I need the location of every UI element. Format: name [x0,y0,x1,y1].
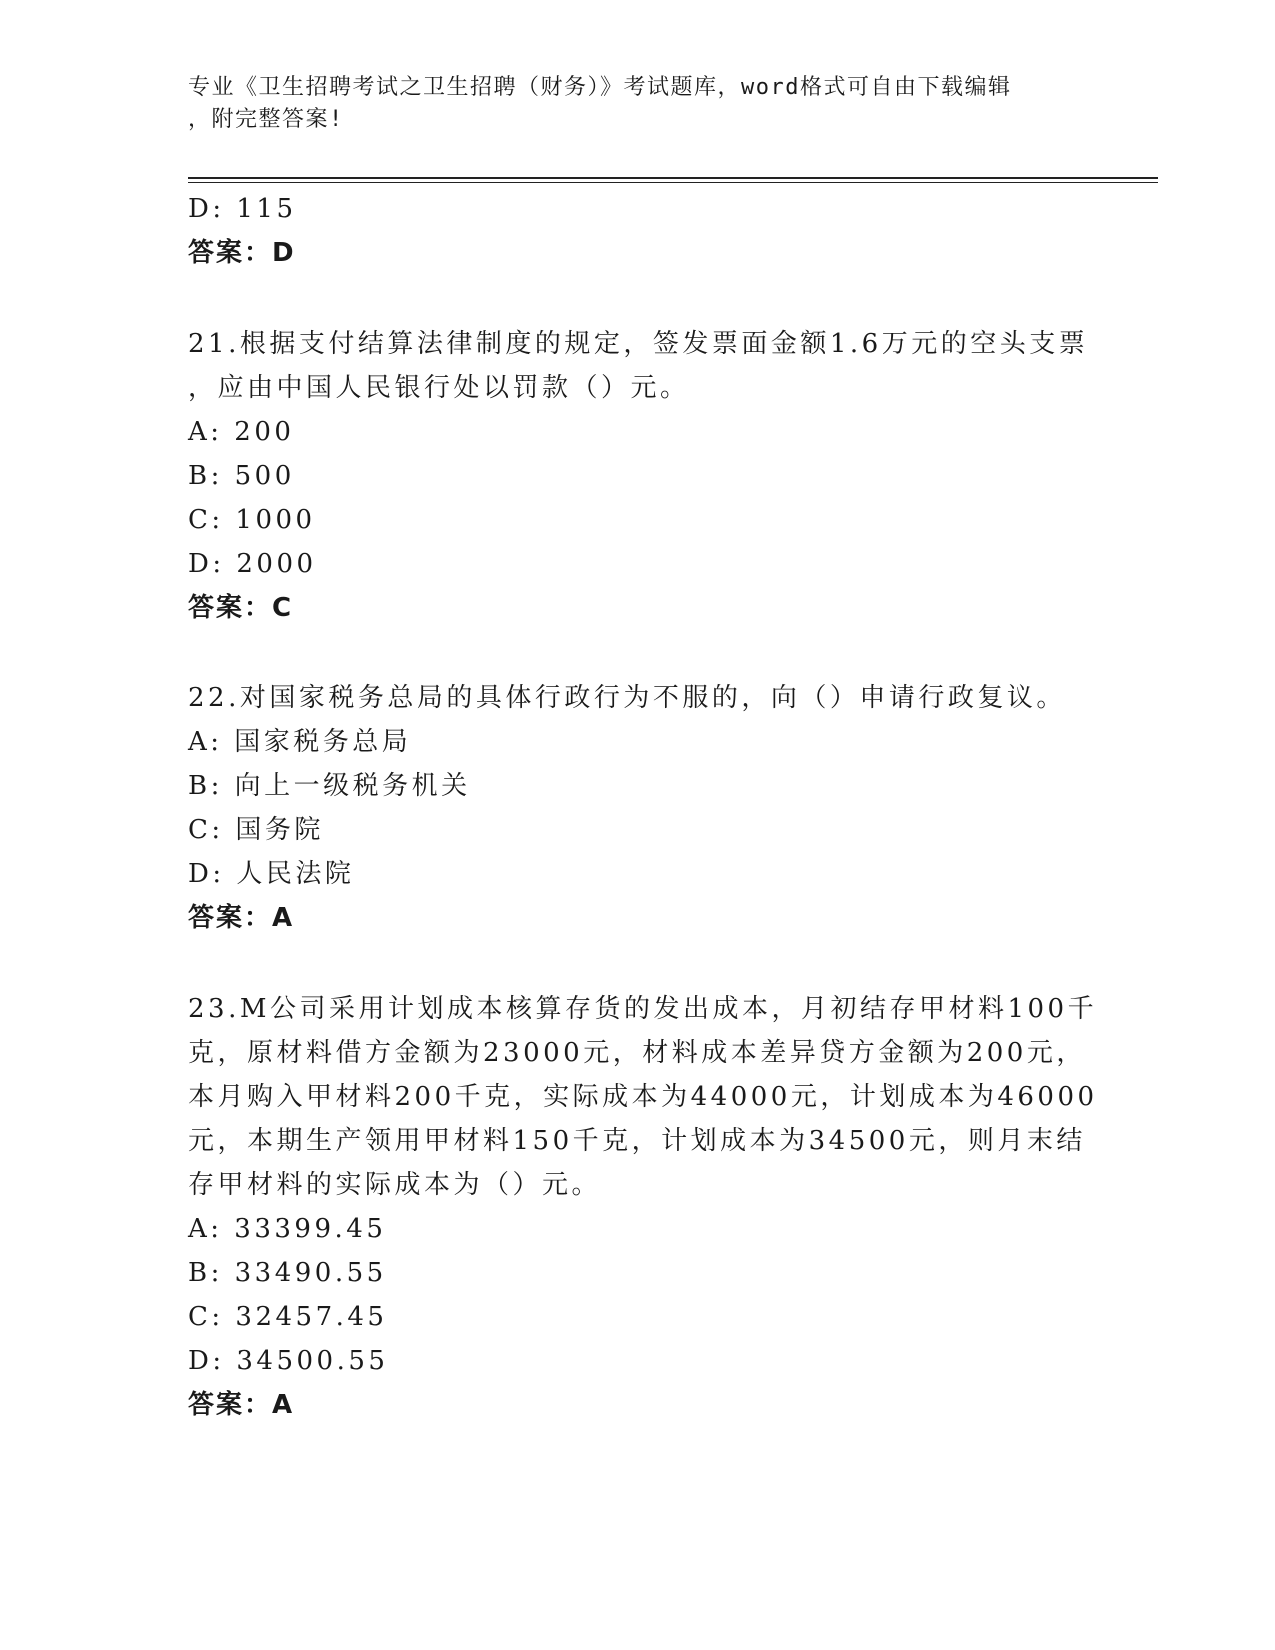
q22-answer: 答案：A [188,903,295,933]
q21-stem-line-2: ，应由中国人民银行处以罚款（）元。 [188,373,690,403]
header-rule-thick [188,177,1158,179]
q23-answer: 答案：A [188,1390,295,1420]
q23-option-a: A: 33399.45 [188,1214,387,1244]
q23-stem-line-3: 本月购入甲材料200千克，实际成本为44000元，计划成本为46000 [188,1082,1098,1112]
q23-stem-line-5: 存甲材料的实际成本为（）元。 [188,1170,602,1200]
q21-answer: 答案：C [188,593,294,623]
q22-option-c: C: 国务院 [188,815,324,845]
q21-option-d: D: 2000 [188,549,317,579]
q23-stem-line-4: 元，本期生产领用甲材料150千克，计划成本为34500元，则月末结 [188,1126,1086,1156]
q21-option-a: A: 200 [188,417,295,447]
header-rule-thin [188,182,1158,183]
header-line-2: ，附完整答案! [188,107,344,132]
q22-option-a: A: 国家税务总局 [188,727,412,757]
q21-option-c: C: 1000 [188,505,316,535]
q22-option-b: B: 向上一级税务机关 [188,771,471,801]
q23-option-d: D: 34500.55 [188,1346,389,1376]
q23-option-c: C: 32457.45 [188,1302,388,1332]
document-header [188,72,1068,136]
q22-stem-line-1: 22.对国家税务总局的具体行政行为不服的，向（）申请行政复议。 [188,683,1066,713]
q21-stem-line-1: 21.根据支付结算法律制度的规定，签发票面金额1.6万元的空头支票 [188,329,1089,359]
q20-option-d: D: 115 [188,194,297,224]
header-line-1: 专业《卫生招聘考试之卫生招聘（财务）》考试题库，word格式可自由下载编辑 [188,75,1012,100]
q20-answer: 答案：D [188,238,296,268]
q23-stem-line-2: 克，原材料借方金额为23000元，材料成本差异贷方金额为200元， [188,1038,1086,1068]
q23-option-b: B: 33490.55 [188,1258,387,1288]
q21-option-b: B: 500 [188,461,295,491]
q23-stem-line-1: 23.M公司采用计划成本核算存货的发出成本，月初结存甲材料100千 [188,994,1098,1024]
q22-option-d: D: 人民法院 [188,859,355,889]
